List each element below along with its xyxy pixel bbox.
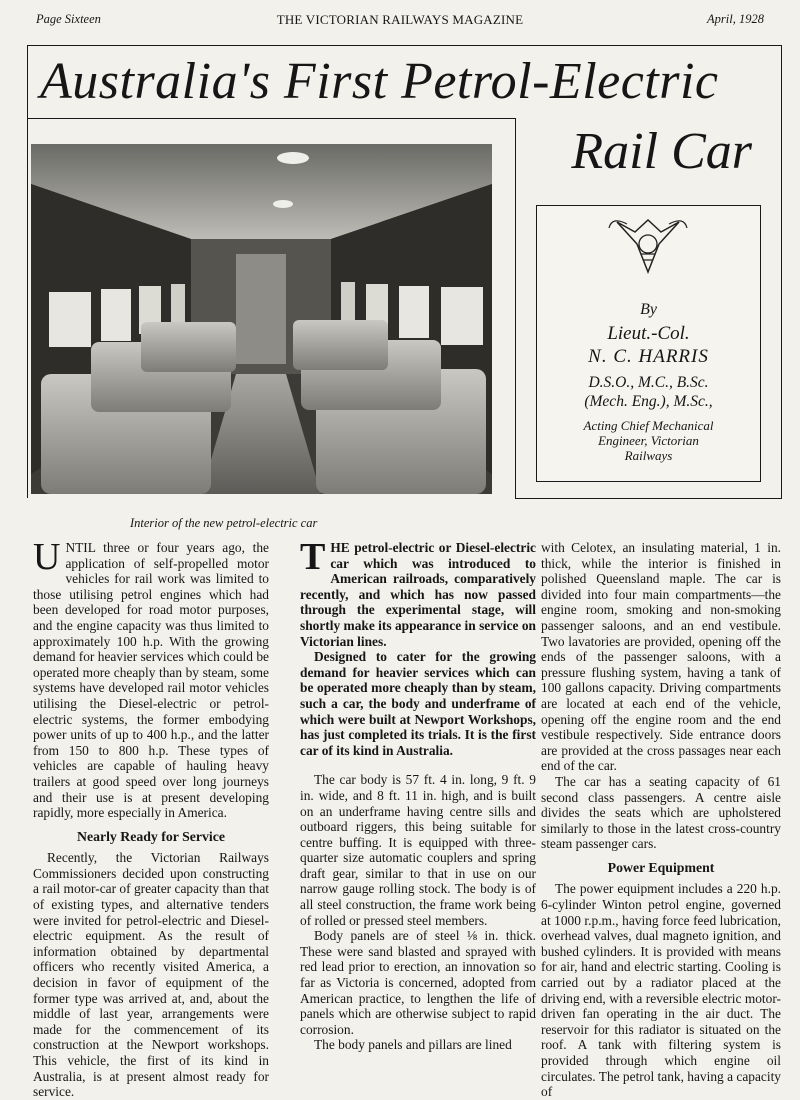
byline-by: By: [640, 301, 657, 318]
title-frame-left: [27, 118, 28, 498]
paragraph: The car body is 57 ft. 4 in. long, 9 ft. 9 in. wide, and 8 ft. 11 in. high, and is built on an underframe having centre sills and outboard riggers, this being suitable for centre buffing. It is equipped with three-quarter size automatic couplers and spring draft gear, similar to that in use on our narrow gauge rolling stock. The body is of all steel construction, the frame work being of rolled or pressed steel members.: [300, 772, 536, 928]
paragraph: The power equipment includes a 220 h.p. 6-cylinder Winton petrol engine, governed at 1000 r.p.m., having force feed lubrication, overhead valves, dual magneto ignition, and bushed cylinders. It is provided with means for air, hand and electric starting. Cooling is carried out by a radiator placed at the driving end, with a reversible electric motor-driven fan operating in the air duct. The reservoir for this radiator is situated on the roof. A tank with filtering system is provided through which engine oil circulates. The petrol tank, having a capacity of: [541, 881, 781, 1100]
article-title-line1: Australia's First Petrol-Electric: [40, 53, 719, 110]
article-column-1: [33, 536, 269, 1100]
paragraph: with Celotex, an insulating material, 1 in. thick, while the interior is finished in polished Queensland maple. The car is divided into four main compartments—the engine room, smoking and non-smoking passenger saloons, and an end vestibule. Two lavatories are provided, opening off the ends of the passenger saloons, with a pressure flushing system, having a tank of 100 gallons capacity. Driving compartments are located at each end of the vehicle, opening off the engine room and the end vestibule respectively. Side entrance doors are provided at the cross passages near each end of the car.: [541, 540, 781, 774]
author-qualifications-1: D.S.O., M.C., B.Sc.: [588, 374, 709, 391]
article-column-3: [541, 540, 781, 1100]
paragraph: The car has a seating capacity of 61 second class passengers. A centre aisle divides the seats which are upholstered similarly to those in the latest cross-country steam passenger cars.: [541, 773, 781, 852]
title-frame-rule: [27, 118, 515, 119]
interior-photo: [31, 144, 492, 494]
photo-caption: Interior of the new petrol-electric car: [130, 516, 318, 530]
author-qualifications-2: (Mech. Eng.), M.Sc.,: [584, 393, 713, 410]
drop-cap: U: [33, 536, 61, 578]
author-name: N. C. HARRIS: [588, 346, 709, 367]
section-heading: Power Equipment: [607, 859, 715, 875]
paragraph: Body panels are of steel ⅛ in. thick. These were sand blasted and sprayed with red lead prior to erection, an innovation so far as Victoria is concerned, adopted from American practice, to lengthen the life of panels which are otherwise subject to rapid corrosion.: [300, 928, 536, 1037]
byline-box: [536, 205, 761, 482]
author-position-3: Railways: [624, 448, 673, 463]
paragraph: Recently, the Victorian Railways Commissioners decided upon constructing a rail motor-car of greater capacity than that of existing types, and alternative tenders were invited for petrol-electric and Diesel-electric equipment. As the result of information obtained by departmental officers who recently visited America, a decision in favor of equipment of the former type was arrived at, and, about the middle of last year, arrangements were made for the commencement of its construction at the Newport workshops. This vehicle, the first of its kind in Australia, is at present almost ready for service.: [33, 850, 269, 1100]
page-number: Page Sixteen: [36, 12, 101, 26]
issue-date: April, 1928: [707, 12, 764, 26]
railways-emblem-icon: [607, 214, 689, 274]
lead-paragraph: [300, 536, 536, 649]
paragraph: [33, 536, 269, 821]
article-column-2: [300, 536, 536, 1053]
article-title-line2: Rail Car: [571, 123, 752, 180]
drop-cap: T: [300, 536, 326, 578]
paragraph-text: HE petrol-electric or Diesel-electric car which was introduced to American railroads, comparatively recently, and which has now passed through the experimental stage, will shortly make its appearance in service on Victorian lines.: [300, 540, 536, 649]
paragraph: The body panels and pillars are lined: [314, 1037, 512, 1053]
author-position-2: Engineer, Victorian: [598, 433, 699, 448]
section-heading: Nearly Ready for Service: [76, 828, 225, 844]
author-rank: Lieut.-Col.: [607, 323, 690, 344]
magazine-title: THE VICTORIAN RAILWAYS MAGAZINE: [276, 12, 524, 27]
paragraph-text: NTIL three or four years ago, the application of self-propelled motor vehicles for rail work was limited to those utilising petrol engines which had been developed for road motor purposes, and the engine capacity was thus limited to approximately 100 h.p. With the growing demand for heavier services which could be operated more cheaply than by steam, some systems have developed rail motor vehicles utilising the Diesel-electric or petrol-electric systems, the former embodying power units of up to 400 h.p., and the latter from 150 to 800 h.p. These types of vehicles are capable of hauling heavy trailers at good speed over long journeys and their use is at present developing rapidly, more especially in America.: [33, 540, 269, 821]
lead-paragraph: Designed to cater for the growing demand for heavier services which can be operated more cheaply than by steam, such a car, the body and underframe of which were built at Newport Workshops, has just completed its trials. It is the first car of its kind in Australia.: [300, 649, 536, 758]
author-position-1: Acting Chief Mechanical: [583, 418, 714, 433]
